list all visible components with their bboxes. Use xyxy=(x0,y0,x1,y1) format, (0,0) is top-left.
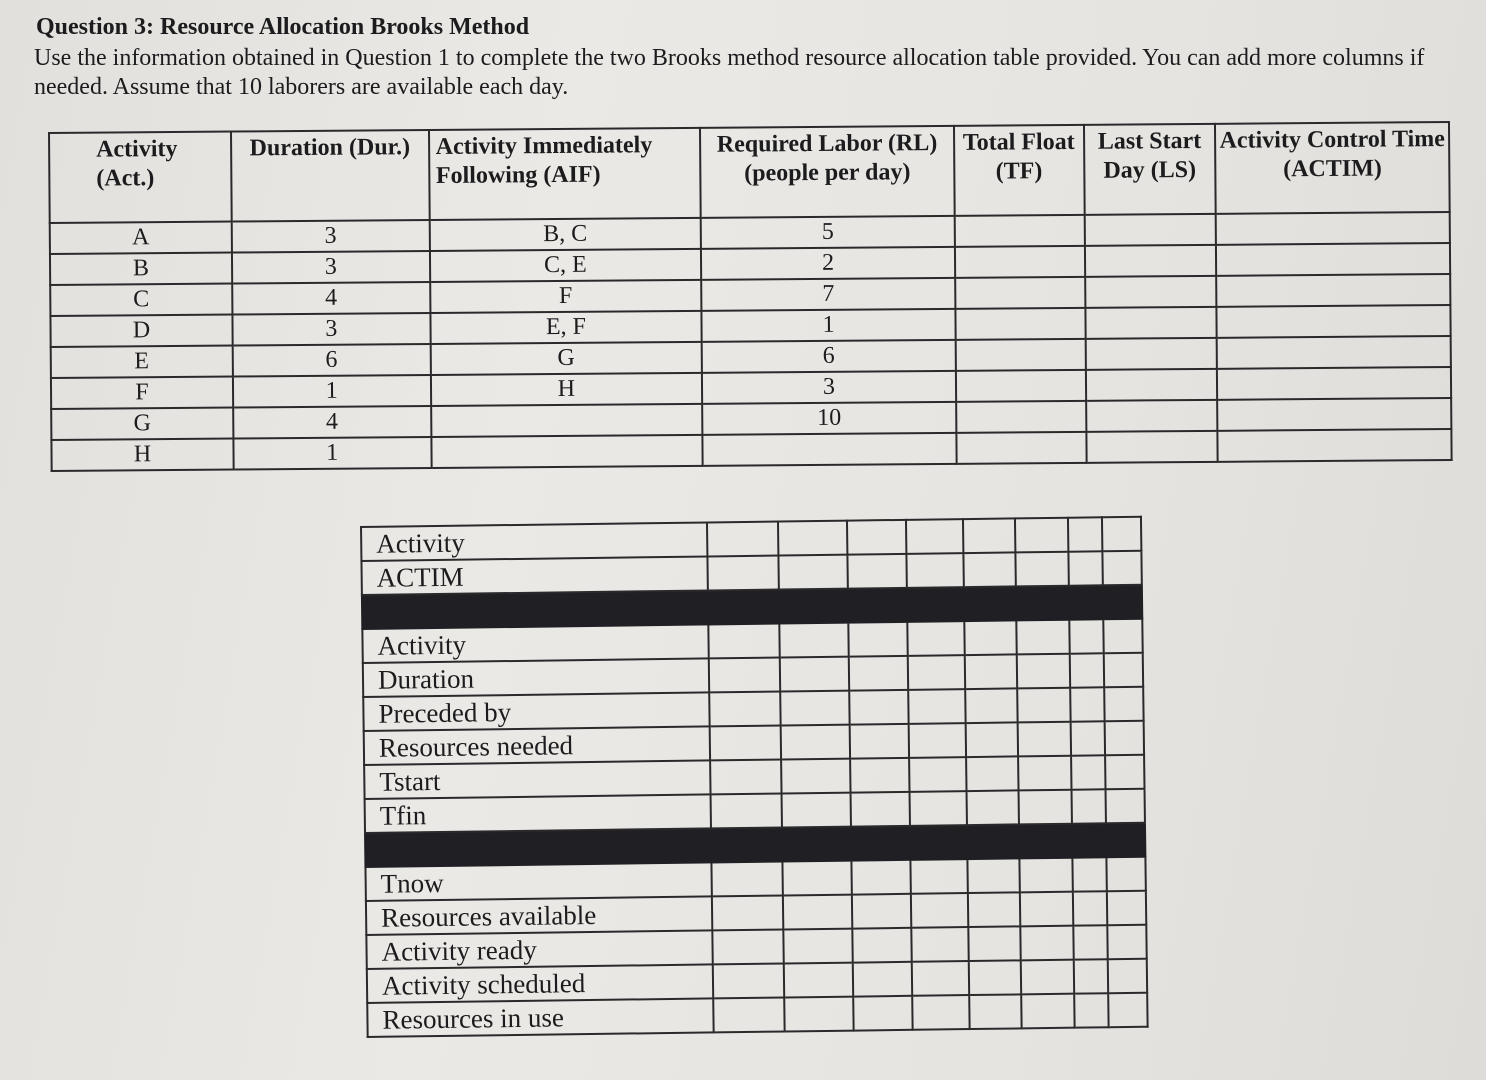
grid-cell[interactable] xyxy=(1073,891,1108,925)
grid-cell[interactable] xyxy=(965,722,1018,757)
grid-cell[interactable] xyxy=(849,690,908,725)
grid-cell[interactable] xyxy=(851,792,910,827)
grid-cell[interactable] xyxy=(1107,857,1146,892)
grid-cell[interactable] xyxy=(963,518,1016,553)
row-label: Tstart xyxy=(364,760,711,799)
grid-cell[interactable] xyxy=(853,928,912,963)
row-label: Resources available xyxy=(366,896,713,935)
cell-activity: F xyxy=(51,377,233,409)
row-label: Activity ready xyxy=(366,930,713,969)
grid-cell[interactable] xyxy=(853,996,912,1031)
cell-duration: 1 xyxy=(233,437,431,470)
grid-cell[interactable] xyxy=(847,520,906,555)
cell-actim[interactable] xyxy=(1216,243,1450,276)
grid-cell[interactable] xyxy=(780,657,849,692)
cell-last-start[interactable] xyxy=(1086,400,1218,432)
grid-cell[interactable] xyxy=(909,723,966,758)
row-label: Resources needed xyxy=(364,726,711,765)
cell-duration: 3 xyxy=(232,251,430,284)
grid-cell[interactable] xyxy=(708,556,779,591)
grid-cell[interactable] xyxy=(963,552,1016,587)
row-label: Duration xyxy=(363,658,710,697)
cell-total-float[interactable] xyxy=(956,401,1086,433)
cell-required-labor: 2 xyxy=(701,247,955,280)
grid-cell[interactable] xyxy=(712,861,783,896)
grid-cell[interactable] xyxy=(1072,789,1107,823)
cell-actim[interactable] xyxy=(1217,398,1451,431)
grid-cell[interactable] xyxy=(912,961,969,996)
header-required-labor: Required Labor (RL) (people per day) xyxy=(700,126,954,218)
grid-cell[interactable] xyxy=(711,760,782,795)
cell-activity: E xyxy=(51,346,233,378)
grid-cell[interactable] xyxy=(1072,857,1107,891)
grid-cell[interactable] xyxy=(1074,959,1109,993)
row-label: Tnow xyxy=(365,862,712,901)
row-label: Resources in use xyxy=(367,998,714,1037)
grid-cell[interactable] xyxy=(781,759,850,794)
grid-cell[interactable] xyxy=(850,724,909,759)
grid-cell[interactable] xyxy=(711,794,782,829)
grid-cell[interactable] xyxy=(910,859,967,894)
cell-last-start[interactable] xyxy=(1086,431,1218,463)
grid-cell[interactable] xyxy=(1107,891,1146,926)
row-label: Activity scheduled xyxy=(367,964,714,1003)
cell-aif: H xyxy=(430,373,702,406)
cell-last-start[interactable] xyxy=(1084,214,1216,246)
row-label: Activity xyxy=(361,522,708,561)
allocation-table xyxy=(360,516,1149,1038)
grid-cell[interactable] xyxy=(1108,925,1147,960)
grid-cell[interactable] xyxy=(1021,926,1074,961)
grid-cell[interactable] xyxy=(1070,653,1105,687)
cell-actim[interactable] xyxy=(1216,212,1450,245)
cell-aif: F xyxy=(430,280,702,313)
grid-cell[interactable] xyxy=(968,892,1021,927)
grid-cell[interactable] xyxy=(785,997,854,1032)
cell-duration: 4 xyxy=(233,406,431,439)
grid-cell[interactable] xyxy=(853,962,912,997)
cell-total-float[interactable] xyxy=(955,246,1085,278)
activity-table-header-row xyxy=(49,122,1450,223)
grid-cell[interactable] xyxy=(1071,721,1106,755)
grid-cell[interactable] xyxy=(1106,789,1145,824)
grid-cell[interactable] xyxy=(1103,551,1142,586)
cell-activity: D xyxy=(50,315,232,347)
grid-cell[interactable] xyxy=(966,790,1019,825)
grid-cell[interactable] xyxy=(909,757,966,792)
cell-required-labor: 7 xyxy=(701,278,955,311)
grid-cell[interactable] xyxy=(709,658,780,693)
grid-cell[interactable] xyxy=(710,726,781,761)
cell-total-float[interactable] xyxy=(955,339,1085,371)
grid-cell[interactable] xyxy=(965,688,1018,723)
grid-cell[interactable] xyxy=(782,793,851,828)
cell-duration: 4 xyxy=(232,282,430,315)
cell-duration: 3 xyxy=(232,313,430,346)
grid-cell[interactable] xyxy=(908,689,965,724)
cell-last-start[interactable] xyxy=(1084,245,1216,277)
cell-duration: 1 xyxy=(233,375,431,408)
header-activity: Activity (Act.) xyxy=(49,132,232,223)
grid-cell[interactable] xyxy=(967,858,1020,893)
cell-duration: 3 xyxy=(232,220,430,253)
cell-total-float[interactable] xyxy=(955,277,1085,309)
grid-cell[interactable] xyxy=(852,860,911,895)
cell-actim[interactable] xyxy=(1216,274,1450,307)
cell-required-labor: 5 xyxy=(701,216,955,249)
cell-total-float[interactable] xyxy=(956,432,1086,464)
grid-cell[interactable] xyxy=(911,927,968,962)
grid-cell[interactable] xyxy=(780,623,849,658)
cell-aif xyxy=(431,404,703,437)
grid-cell[interactable] xyxy=(849,656,908,691)
grid-cell[interactable] xyxy=(908,655,965,690)
grid-cell[interactable] xyxy=(1105,687,1144,722)
grid-cell[interactable] xyxy=(709,624,780,659)
grid-cell[interactable] xyxy=(1106,755,1145,790)
grid-cell[interactable] xyxy=(1102,517,1141,552)
cell-aif: B, C xyxy=(429,218,701,251)
header-last-start: Last Start Day (LS) xyxy=(1084,124,1216,215)
grid-cell[interactable] xyxy=(1022,994,1075,1029)
cell-required-labor: 1 xyxy=(702,309,956,342)
grid-cell[interactable] xyxy=(1015,518,1068,553)
cell-last-start[interactable] xyxy=(1085,307,1217,339)
grid-cell[interactable] xyxy=(907,621,964,656)
grid-cell[interactable] xyxy=(783,895,852,930)
question-title: Question 3: Resource Allocation Brooks Method xyxy=(36,14,530,40)
grid-cell[interactable] xyxy=(911,893,968,928)
grid-cell[interactable] xyxy=(1104,653,1143,688)
grid-cell[interactable] xyxy=(1018,688,1071,723)
row-label: Activity xyxy=(362,624,709,663)
cell-required-labor: 10 xyxy=(702,402,956,435)
grid-cell[interactable] xyxy=(848,554,907,589)
grid-cell[interactable] xyxy=(1018,722,1071,757)
grid-cell[interactable] xyxy=(1104,619,1143,654)
grid-cell[interactable] xyxy=(713,963,784,998)
grid-cell[interactable] xyxy=(1068,517,1103,551)
cell-total-float[interactable] xyxy=(955,308,1085,340)
cell-activity: B xyxy=(50,253,232,285)
row-label: Preceded by xyxy=(363,692,710,731)
cell-actim[interactable] xyxy=(1217,336,1451,369)
grid-cell[interactable] xyxy=(714,997,785,1032)
cell-activity: H xyxy=(51,439,233,471)
grid-cell[interactable] xyxy=(852,894,911,929)
grid-cell[interactable] xyxy=(1108,959,1147,994)
cell-aif: G xyxy=(430,342,702,375)
grid-cell[interactable] xyxy=(784,963,853,998)
row-label: ACTIM xyxy=(361,556,708,595)
cell-last-start[interactable] xyxy=(1085,276,1217,308)
grid-cell[interactable] xyxy=(784,929,853,964)
grid-cell[interactable] xyxy=(707,522,778,557)
grid-cell[interactable] xyxy=(1070,687,1105,721)
header-aif: Activity Immediately Following (AIF) xyxy=(429,128,701,220)
grid-cell[interactable] xyxy=(710,692,781,727)
cell-required-labor: 6 xyxy=(702,340,956,373)
cell-required-labor: 3 xyxy=(702,371,956,404)
grid-cell[interactable] xyxy=(1017,654,1070,689)
grid-cell[interactable] xyxy=(1019,790,1072,825)
grid-cell[interactable] xyxy=(964,654,1017,689)
grid-cell[interactable] xyxy=(1109,993,1148,1028)
grid-cell[interactable] xyxy=(1071,755,1106,789)
cell-last-start[interactable] xyxy=(1085,338,1217,370)
cell-activity: A xyxy=(50,222,232,254)
header-actim: Activity Control Time (ACTIM) xyxy=(1215,122,1449,214)
grid-cell[interactable] xyxy=(966,756,1019,791)
cell-activity: C xyxy=(50,284,232,316)
cell-required-labor xyxy=(703,433,957,466)
grid-cell[interactable] xyxy=(969,994,1022,1029)
grid-cell[interactable] xyxy=(909,791,966,826)
grid-cell[interactable] xyxy=(906,553,963,588)
cell-aif: E, F xyxy=(430,311,702,344)
grid-cell[interactable] xyxy=(779,555,848,590)
grid-cell[interactable] xyxy=(912,995,969,1030)
grid-cell[interactable] xyxy=(1020,858,1073,893)
grid-cell[interactable] xyxy=(906,519,963,554)
grid-cell[interactable] xyxy=(1016,552,1069,587)
grid-cell[interactable] xyxy=(964,620,1017,655)
grid-cell[interactable] xyxy=(712,895,783,930)
grid-cell[interactable] xyxy=(1069,619,1104,653)
cell-duration: 6 xyxy=(233,344,431,377)
grid-cell[interactable] xyxy=(778,521,847,556)
grid-cell[interactable] xyxy=(1073,925,1108,959)
cell-aif: C, E xyxy=(430,249,702,282)
cell-last-start[interactable] xyxy=(1085,369,1217,401)
row-label: Tfin xyxy=(365,794,712,833)
activity-table xyxy=(48,121,1453,472)
question-instructions: Use the information obtained in Question 1 to complete the two Brooks method resource allocation table provided. You can add more columns if needed. Assume that 10 laborers are available each day. xyxy=(34,45,1425,100)
header-total-float: Total Float (TF) xyxy=(954,125,1084,216)
grid-cell[interactable] xyxy=(713,929,784,964)
grid-cell[interactable] xyxy=(1105,721,1144,756)
grid-cell[interactable] xyxy=(781,691,850,726)
cell-actim[interactable] xyxy=(1217,367,1451,400)
cell-actim[interactable] xyxy=(1217,305,1451,338)
grid-cell[interactable] xyxy=(1068,551,1103,585)
cell-aif xyxy=(431,435,703,468)
cell-total-float[interactable] xyxy=(956,370,1086,402)
grid-cell[interactable] xyxy=(968,926,1021,961)
cell-actim[interactable] xyxy=(1218,429,1452,462)
grid-cell[interactable] xyxy=(1020,892,1073,927)
grid-cell[interactable] xyxy=(968,960,1021,995)
grid-cell[interactable] xyxy=(1018,756,1071,791)
cell-total-float[interactable] xyxy=(954,215,1084,247)
cell-activity: G xyxy=(51,408,233,440)
grid-cell[interactable] xyxy=(1074,993,1109,1027)
grid-cell[interactable] xyxy=(850,758,909,793)
header-duration: Duration (Dur.) xyxy=(231,130,429,222)
grid-cell[interactable] xyxy=(1021,960,1074,995)
grid-cell[interactable] xyxy=(849,622,908,657)
grid-cell[interactable] xyxy=(781,725,850,760)
grid-cell[interactable] xyxy=(783,861,852,896)
grid-cell[interactable] xyxy=(1017,620,1070,655)
